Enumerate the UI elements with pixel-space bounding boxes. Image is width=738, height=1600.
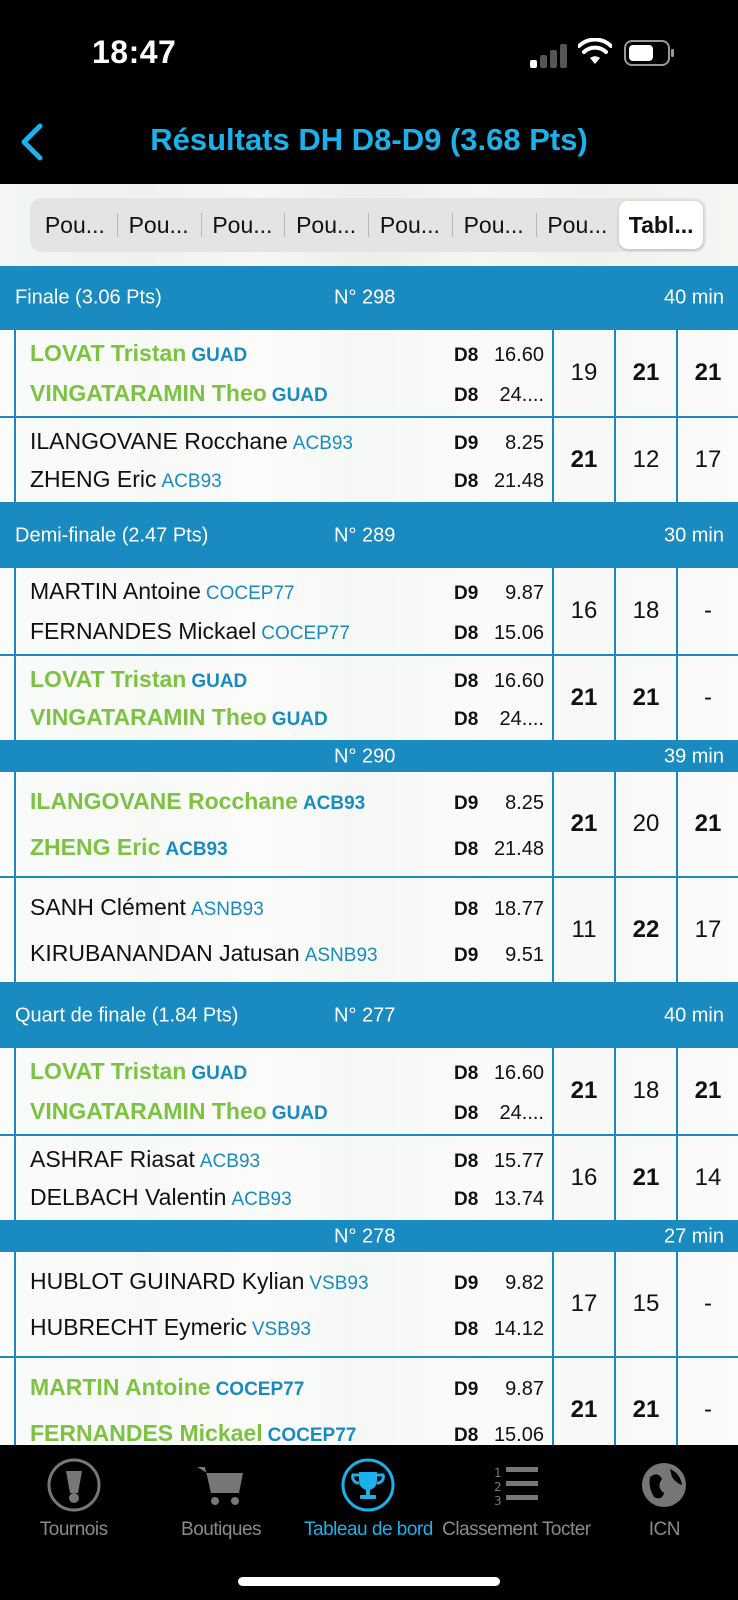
team-row[interactable]	[0, 418, 738, 504]
player-line	[30, 1311, 552, 1343]
team-row[interactable]	[0, 330, 738, 418]
player-name-cell	[30, 1143, 454, 1178]
player-rank: D8	[454, 1150, 479, 1172]
player-club: COCEP77	[261, 622, 350, 644]
set-score: 21	[552, 656, 614, 740]
player-club: GUAD	[191, 345, 248, 367]
player-line	[30, 831, 552, 863]
pool-tab[interactable]: Tabl...	[619, 201, 703, 249]
set-score: 21	[676, 1048, 738, 1134]
team-row[interactable]	[0, 568, 738, 656]
player-name: LOVAT Tristan	[30, 340, 187, 367]
player-rank: D8	[454, 622, 479, 644]
player-club: VSB93	[251, 1318, 311, 1340]
shuttlecock-icon	[46, 1457, 102, 1513]
status-bar	[0, 0, 738, 100]
match-number: N° 278	[334, 1225, 396, 1248]
player-points: 16.60	[493, 344, 544, 367]
team-players	[0, 330, 552, 416]
cell-signal-icon	[530, 42, 570, 68]
player-rank: D9	[454, 944, 479, 966]
player-line	[30, 663, 552, 695]
cart-icon	[193, 1457, 249, 1513]
tabbar-label: Tournois	[39, 1519, 108, 1540]
player-rank: D8	[454, 670, 479, 692]
player-name: VINGATARAMIN Theo	[30, 379, 267, 406]
match-number: N° 290	[334, 745, 396, 768]
match-number: N° 277	[334, 1004, 396, 1027]
round-label: Finale (3.06 Pts)	[15, 286, 162, 309]
player-line	[30, 1143, 552, 1175]
player-rank: D8	[454, 1063, 479, 1085]
player-points: 13.74	[493, 1188, 544, 1211]
player-club: ASNB93	[190, 899, 264, 921]
player-name: LOVAT Tristan	[30, 665, 187, 692]
match-duration: 30 min	[663, 524, 724, 547]
player-points: 24....	[499, 708, 544, 731]
player-name-cell	[30, 337, 454, 372]
player-club: COCEP77	[215, 1379, 305, 1401]
player-line	[30, 1181, 552, 1213]
team-players	[0, 1252, 552, 1356]
wifi-icon	[578, 38, 612, 66]
player-rank: D8	[454, 838, 479, 860]
set-score: 17	[676, 878, 738, 982]
tabbar-label: Tableau de bord	[304, 1519, 433, 1540]
set-score: 17	[552, 1252, 614, 1356]
player-name: ZHENG Eric	[30, 466, 157, 493]
status-time: 18:47	[92, 34, 177, 70]
set-score: -	[676, 656, 738, 740]
page-title: Résultats DH D8-D9 (3.68 Pts)	[150, 122, 588, 157]
player-points: 18.77	[493, 898, 544, 921]
player-name-cell	[30, 701, 454, 736]
player-points: 21.48	[493, 837, 544, 860]
player-name-cell	[30, 425, 454, 460]
results-list	[0, 266, 738, 1445]
player-name-cell	[30, 1181, 454, 1216]
set-score: 20	[614, 772, 676, 876]
player-club: GUAD	[271, 384, 328, 406]
player-club: GUAD	[271, 1102, 328, 1124]
player-points: 8.25	[505, 792, 544, 815]
tabbar-label: ICN	[648, 1519, 680, 1540]
player-rank: D8	[454, 709, 479, 731]
player-name: MARTIN Antoine	[30, 1374, 211, 1401]
player-rank: D8	[454, 345, 479, 367]
pool-tab[interactable]: Pou...	[44, 212, 105, 238]
player-line	[30, 337, 552, 369]
set-score: 14	[676, 1136, 738, 1220]
player-rank: D9	[454, 583, 479, 605]
set-score: 19	[552, 330, 614, 416]
team-row[interactable]	[0, 878, 738, 984]
player-points: 24....	[499, 383, 544, 406]
team-players	[0, 1136, 552, 1220]
tabbar-label: Boutiques	[181, 1519, 262, 1540]
player-line	[30, 575, 552, 607]
globe-icon	[636, 1457, 692, 1513]
player-points: 9.82	[505, 1272, 544, 1295]
battery-icon	[624, 40, 676, 66]
set-score: 11	[552, 878, 614, 982]
team-players	[0, 568, 552, 654]
set-score: 21	[614, 330, 676, 416]
pool-tab[interactable]: Pou...	[368, 201, 452, 249]
player-line	[30, 891, 552, 923]
player-rank: D8	[454, 1318, 479, 1340]
home-indicator	[238, 1577, 500, 1586]
player-name: MARTIN Antoine	[30, 578, 201, 605]
team-players	[0, 656, 552, 740]
match-number: N° 289	[334, 524, 396, 547]
set-score: 21	[552, 418, 614, 502]
team-players	[0, 418, 552, 502]
player-name: ILANGOVANE Rocchane	[30, 788, 298, 815]
player-rank: D8	[454, 1424, 479, 1445]
player-name: SANH Clément	[30, 894, 186, 921]
pool-tab[interactable]: Pou...	[284, 201, 368, 249]
player-club: GUAD	[191, 670, 248, 692]
set-score: 16	[552, 1136, 614, 1220]
player-rank: D8	[454, 1102, 479, 1124]
player-name: VINGATARAMIN Theo	[30, 1097, 267, 1124]
player-club: COCEP77	[205, 583, 295, 605]
player-rank: D8	[454, 1189, 479, 1211]
set-score: 22	[614, 878, 676, 982]
set-score: 15	[614, 1252, 676, 1356]
player-name: VINGATARAMIN Theo	[30, 704, 267, 731]
player-points: 15.06	[493, 621, 544, 644]
set-score: 21	[676, 330, 738, 416]
player-rank: D9	[454, 1379, 479, 1401]
player-name-cell	[30, 575, 454, 610]
set-score: -	[676, 1252, 738, 1356]
set-score: -	[676, 1358, 738, 1445]
player-name-cell	[30, 615, 454, 650]
player-club: ACB93	[292, 432, 353, 454]
match-section-header	[0, 984, 738, 1048]
player-club: ACB93	[302, 793, 366, 815]
player-rank: D8	[454, 384, 479, 406]
ranking-list-icon	[488, 1457, 544, 1513]
player-line	[30, 937, 552, 969]
set-score: 21	[552, 1358, 614, 1445]
player-name-cell	[30, 785, 454, 820]
player-rank: D8	[454, 471, 479, 493]
player-name: HUBLOT GUINARD Kylian	[30, 1268, 305, 1295]
set-score: 17	[676, 418, 738, 502]
player-name-cell	[30, 1055, 454, 1090]
player-club: GUAD	[191, 1063, 248, 1085]
player-club: ACB93	[165, 838, 228, 860]
set-score: 21	[552, 772, 614, 876]
set-score: 12	[614, 418, 676, 502]
player-club: ACB93	[199, 1150, 261, 1172]
player-rank: D8	[454, 899, 479, 921]
match-section-header	[0, 1222, 738, 1252]
team-players	[0, 772, 552, 876]
pool-tab[interactable]: Pou...	[117, 201, 201, 249]
match-duration: 40 min	[663, 286, 724, 309]
set-score: 21	[614, 1358, 676, 1445]
team-row[interactable]	[0, 772, 738, 878]
player-points: 21.48	[493, 470, 544, 493]
player-line	[30, 1265, 552, 1297]
team-row[interactable]	[0, 656, 738, 742]
player-line	[30, 377, 552, 409]
player-name-cell	[30, 1417, 454, 1445]
player-name: LOVAT Tristan	[30, 1058, 187, 1085]
tabbar-item[interactable]	[0, 1445, 147, 1600]
player-name-cell	[30, 1095, 454, 1130]
player-name-cell	[30, 463, 454, 498]
player-club: ACB93	[161, 471, 222, 493]
player-line	[30, 425, 552, 457]
player-name: DELBACH Valentin	[30, 1184, 227, 1211]
player-name: KIRUBANANDAN Jatusan	[30, 939, 300, 966]
player-line	[30, 1417, 552, 1445]
nav-bar	[0, 100, 738, 184]
match-duration: 27 min	[663, 1225, 724, 1248]
player-name-cell	[30, 831, 454, 866]
player-rank: D9	[454, 793, 479, 815]
player-name-cell	[30, 891, 454, 926]
player-club: GUAD	[271, 709, 328, 731]
trophy-icon	[340, 1457, 396, 1513]
player-name: FERNANDES Mickael	[30, 617, 257, 644]
team-row[interactable]	[0, 1252, 738, 1358]
match-number: N° 298	[334, 286, 396, 309]
player-points: 16.60	[493, 669, 544, 692]
player-name: FERNANDES Mickael	[30, 1419, 263, 1445]
player-line	[30, 1055, 552, 1087]
player-points: 8.25	[505, 431, 544, 454]
team-players	[0, 878, 552, 982]
player-line	[30, 701, 552, 733]
set-score: 18	[614, 568, 676, 654]
player-club: ACB93	[231, 1189, 292, 1211]
tabbar-item[interactable]	[591, 1445, 738, 1600]
pool-segmented-control	[30, 198, 706, 252]
player-points: 9.87	[505, 1378, 544, 1401]
player-points: 9.87	[505, 582, 544, 605]
match-duration: 40 min	[663, 1004, 724, 1027]
player-name: HUBRECHT Eymeric	[30, 1313, 247, 1340]
set-score: 16	[552, 568, 614, 654]
set-score: -	[676, 568, 738, 654]
player-name: ILANGOVANE Rocchane	[30, 427, 288, 454]
set-score: 21	[676, 772, 738, 876]
player-line	[30, 463, 552, 495]
player-points: 9.51	[505, 943, 544, 966]
player-club: VSB93	[309, 1273, 369, 1295]
player-rank: D9	[454, 1273, 479, 1295]
round-label: Demi-finale (2.47 Pts)	[15, 524, 209, 547]
team-players	[0, 1048, 552, 1134]
round-label: Quart de finale (1.84 Pts)	[15, 1004, 239, 1027]
player-name: ZHENG Eric	[30, 833, 161, 860]
pool-tab[interactable]: Pou...	[452, 201, 536, 249]
player-points: 15.77	[493, 1149, 544, 1172]
svg-text:2: 2	[494, 1480, 503, 1494]
results-content[interactable]	[0, 184, 738, 1445]
player-name-cell	[30, 937, 454, 972]
pool-tab[interactable]: Pou...	[536, 201, 620, 249]
player-name-cell	[30, 663, 454, 698]
match-section-header	[0, 742, 738, 772]
player-name-cell	[30, 1371, 454, 1406]
player-club: COCEP77	[267, 1424, 357, 1445]
player-points: 24....	[499, 1101, 544, 1124]
set-score: 21	[614, 1136, 676, 1220]
team-players	[0, 1358, 552, 1445]
pool-tab[interactable]: Pou...	[201, 201, 285, 249]
svg-text:3: 3	[494, 1494, 503, 1508]
player-points: 16.60	[493, 1062, 544, 1085]
set-score: 21	[614, 656, 676, 740]
player-name-cell	[30, 1311, 454, 1346]
team-row[interactable]	[0, 1048, 738, 1136]
player-name: ASHRAF Riasat	[30, 1145, 195, 1172]
player-rank: D9	[454, 432, 479, 454]
player-club: ASNB93	[304, 944, 378, 966]
svg-text:1: 1	[494, 1466, 503, 1480]
team-row[interactable]	[0, 1358, 738, 1445]
player-name-cell	[30, 1265, 454, 1300]
player-name-cell	[30, 377, 454, 412]
match-duration: 39 min	[663, 745, 724, 768]
player-points: 15.06	[493, 1423, 544, 1445]
player-line	[30, 615, 552, 647]
player-line	[30, 1371, 552, 1403]
player-line	[30, 785, 552, 817]
match-section-header	[0, 504, 738, 568]
team-row[interactable]	[0, 1136, 738, 1222]
set-score: 21	[552, 1048, 614, 1134]
set-score: 18	[614, 1048, 676, 1134]
player-line	[30, 1095, 552, 1127]
match-section-header	[0, 266, 738, 330]
player-points: 14.12	[493, 1317, 544, 1340]
tabbar-label: Classement Tocter	[442, 1519, 591, 1540]
